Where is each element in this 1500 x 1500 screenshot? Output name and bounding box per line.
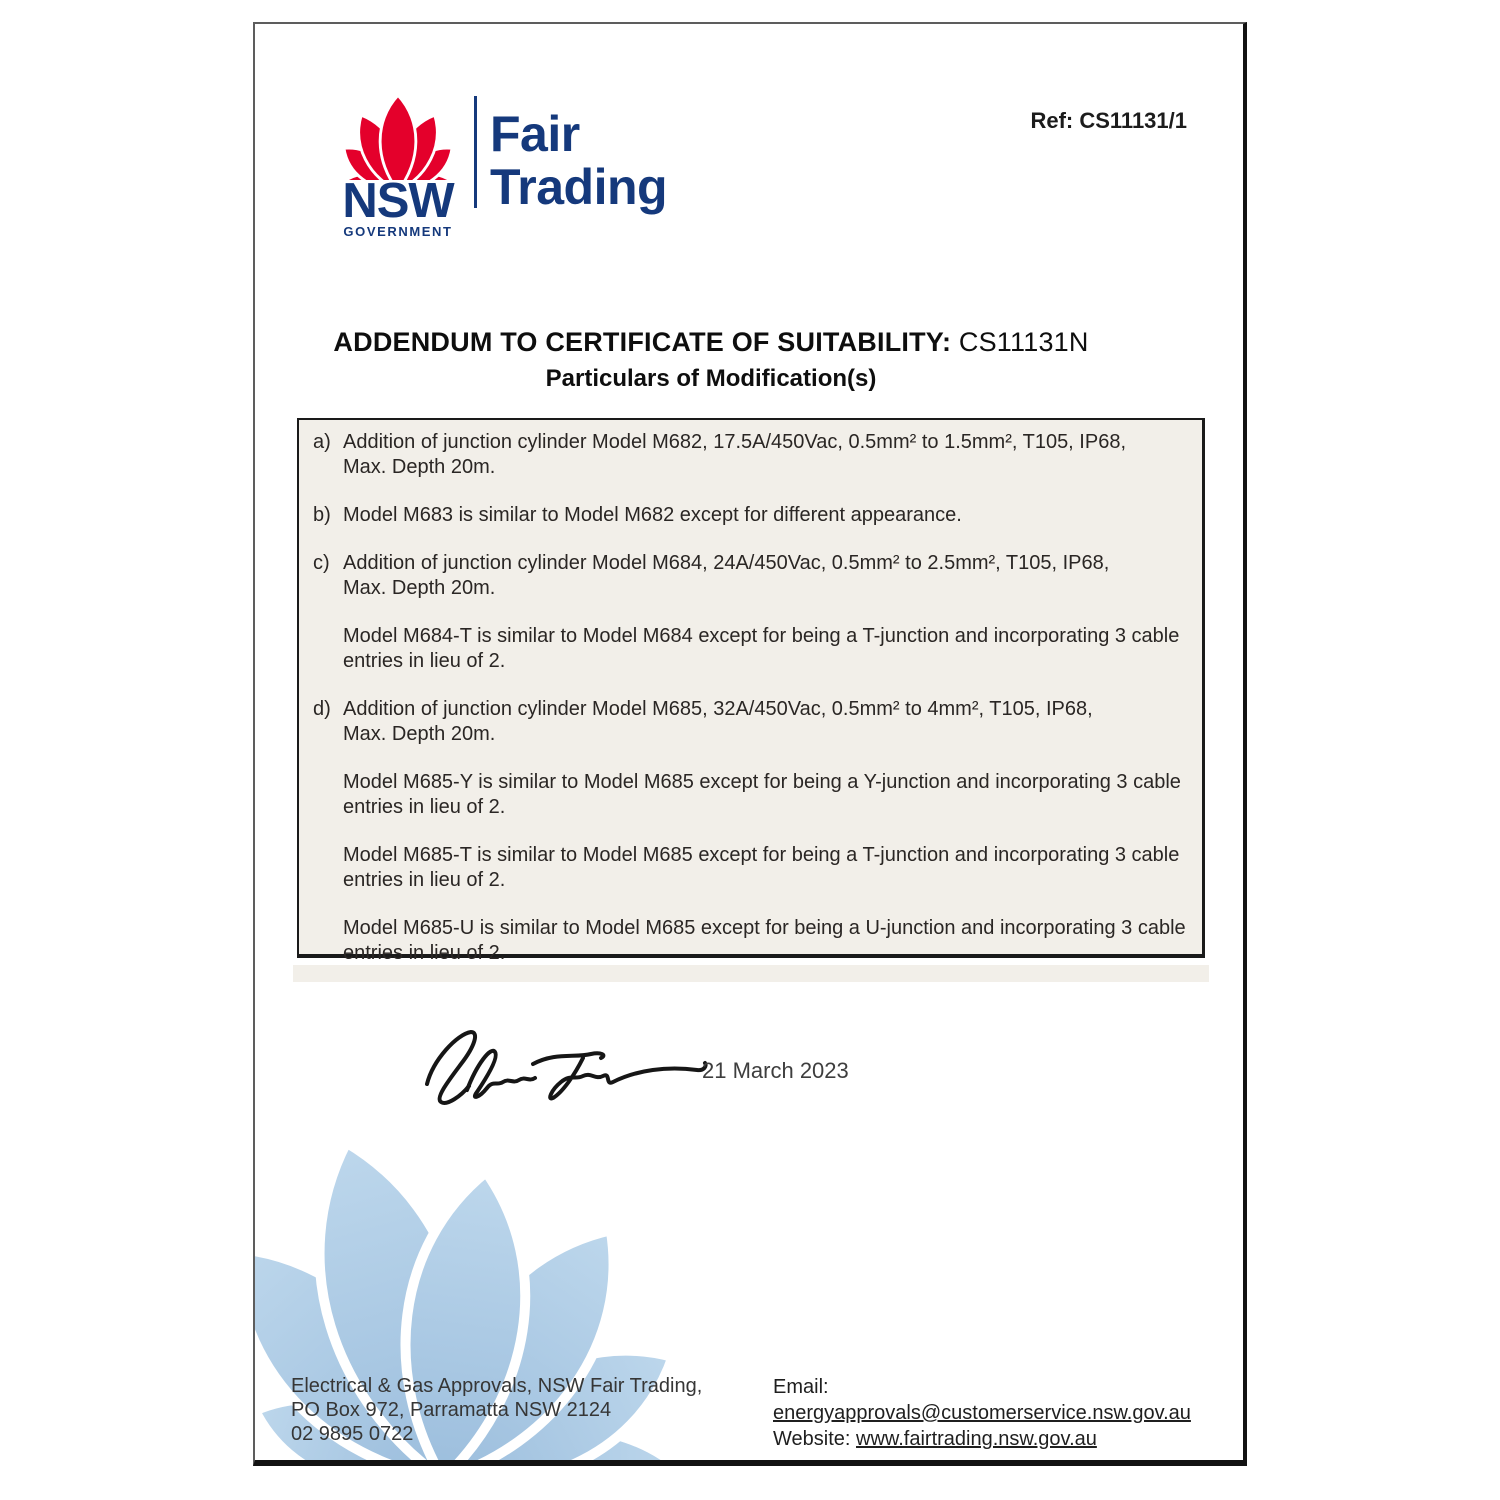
modification-label bbox=[313, 624, 343, 674]
modification-text: Model M683 is similar to Model M682 except for different appearance. bbox=[343, 504, 962, 526]
modification-item-m685t bbox=[313, 843, 1188, 893]
government-wordmark: GOVERNMENT bbox=[343, 223, 453, 239]
handwritten-signature-icon bbox=[413, 1022, 713, 1122]
website-link[interactable]: www.fairtrading.nsw.gov.au bbox=[856, 1428, 1097, 1450]
scan-artifact-strip bbox=[293, 965, 1209, 982]
modification-text: Model M685-T is similar to Model M685 except for being a T-junction and incorporating 3 cable entries in lieu of 2. bbox=[343, 844, 1180, 891]
modification-label bbox=[313, 770, 343, 820]
footer-website-row bbox=[773, 1426, 1243, 1452]
modification-label: c) bbox=[313, 552, 330, 574]
modification-text: Addition of junction cylinder Model M682, 17.5A/450Vac, 0.5mm² to 1.5mm², T105, IP68, Max. Depth 20m. bbox=[343, 431, 1126, 478]
modification-item-a bbox=[313, 430, 1188, 480]
footer-contact-block bbox=[773, 1374, 1243, 1452]
certificate-number: CS11131N bbox=[958, 327, 1089, 357]
modification-text: Model M684-T is similar to Model M684 except for being a T-junction and incorporating 3 cable entries in lieu of 2. bbox=[343, 625, 1180, 672]
modification-item-d bbox=[313, 697, 1188, 747]
email-link[interactable]: energyapprovals@customerservice.nsw.gov.au bbox=[773, 1402, 1191, 1424]
nsw-fair-trading-logo bbox=[333, 80, 667, 239]
nsw-wordmark: NSW bbox=[342, 174, 454, 228]
modification-text: Model M685-U is similar to Model M685 except for being a U-junction and incorporating 3 cable entries in lieu of 2. bbox=[343, 917, 1186, 964]
modification-label: b) bbox=[313, 504, 331, 526]
title-block bbox=[253, 327, 1205, 393]
modification-text: Addition of junction cylinder Model M685, 32A/450Vac, 0.5mm² to 4mm², T105, IP68, Max. Depth 20m. bbox=[343, 698, 1093, 745]
waratah-flower-icon bbox=[334, 80, 462, 180]
modification-item-m685u bbox=[313, 916, 1188, 966]
modification-label bbox=[313, 916, 343, 966]
footer-phone: 02 9895 0722 bbox=[291, 1423, 414, 1445]
modification-label: a) bbox=[313, 431, 331, 453]
modification-item-m684t bbox=[313, 624, 1188, 674]
footer-address-block bbox=[291, 1374, 702, 1446]
modifications-box bbox=[297, 418, 1205, 964]
certificate-page bbox=[253, 22, 1247, 1466]
email-label: Email: bbox=[773, 1376, 829, 1398]
footer-address-line1: Electrical & Gas Approvals, NSW Fair Trading, bbox=[291, 1375, 703, 1397]
signature bbox=[413, 1022, 713, 1127]
modification-item-m685y bbox=[313, 770, 1188, 820]
signature-date: 21 March 2023 bbox=[702, 1058, 849, 1083]
footer-address-line2: PO Box 972, Parramatta NSW 2124 bbox=[291, 1399, 612, 1421]
footer-email-row bbox=[773, 1374, 1243, 1426]
nsw-government-logo bbox=[333, 80, 463, 239]
modification-text: Addition of junction cylinder Model M684, 24A/450Vac, 0.5mm² to 2.5mm², T105, IP68, Max. Depth 20m. bbox=[343, 552, 1110, 599]
fair-trading-wordmark: Fair Trading bbox=[490, 106, 668, 215]
reference-number: Ref: CS11131/1 bbox=[1030, 108, 1187, 133]
modification-item-c bbox=[313, 551, 1188, 601]
website-label: Website: bbox=[773, 1428, 851, 1450]
document-title: ADDENDUM TO CERTIFICATE OF SUITABILITY: CS11131N bbox=[333, 327, 1089, 357]
logo-divider bbox=[474, 96, 477, 208]
modification-label bbox=[313, 843, 343, 893]
document-subtitle: Particulars of Modification(s) bbox=[545, 365, 877, 392]
modification-text: Model M685-Y is similar to Model M685 except for being a Y-junction and incorporating 3 cable entries in lieu of 2. bbox=[343, 771, 1181, 818]
modification-label: d) bbox=[313, 698, 331, 720]
modification-item-b bbox=[313, 503, 1188, 528]
